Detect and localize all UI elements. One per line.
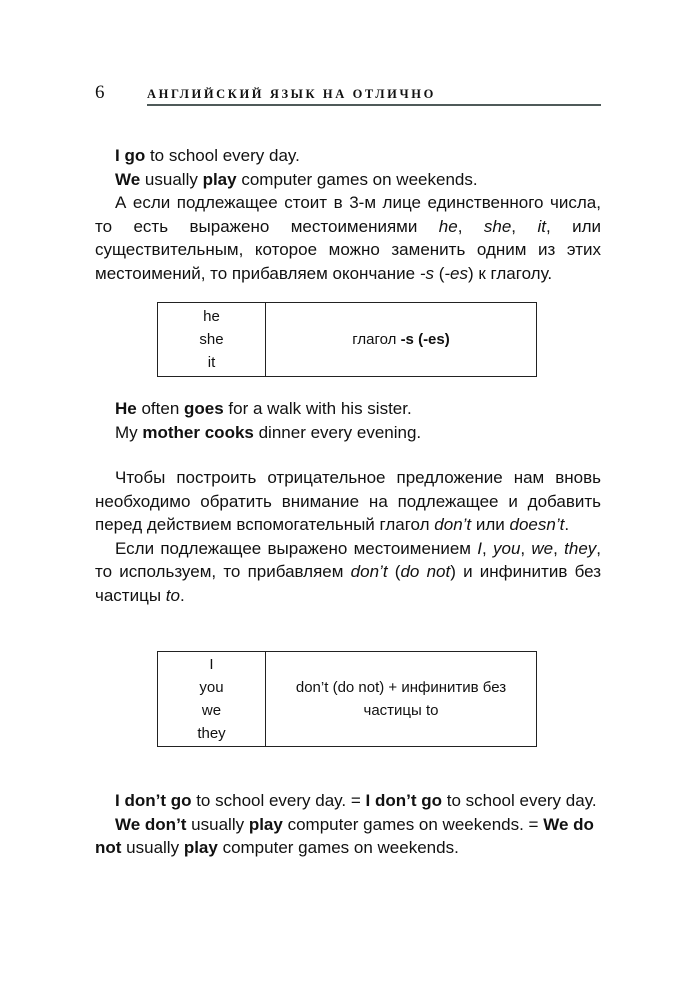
- pronoun-cell: [158, 303, 266, 377]
- third-person-rule-paragraph: А если подлежащее стоит в 3-м лице единственного числа, то есть выражено местоимениями he, she, it, или существительным, которое можно заменить одним из этих местоимений, то прибавляем окончание -s (-es) к глаголу.: [95, 193, 601, 283]
- page-number: 6: [95, 82, 105, 103]
- example-mother-cooks: My mother cooks dinner every evening.: [115, 422, 422, 442]
- affirmative-section: [95, 144, 601, 285]
- rule-line-1: don’t (do not) + инфинитив без: [295, 679, 507, 696]
- rule-cell: [266, 652, 537, 747]
- example-we-play: We usually play computer games on weekends.: [115, 169, 478, 189]
- rule-cell: глагол -s (-es): [266, 303, 537, 377]
- rule-line-2: частицы to: [363, 702, 439, 719]
- pronoun-i: I: [209, 656, 214, 673]
- running-title: АНГЛИЙСКИЙ ЯЗЫК НА ОТЛИЧНО: [147, 87, 436, 101]
- dont-table: [157, 651, 537, 747]
- pronoun-cell: [158, 652, 266, 747]
- header-rule: [147, 104, 601, 106]
- pronoun-it: it: [207, 354, 216, 371]
- example-i-go: I go to school every day.: [115, 146, 300, 165]
- pronoun-you: you: [199, 679, 224, 696]
- pronoun-she: she: [199, 331, 224, 348]
- pronoun-they: they: [197, 725, 226, 742]
- example-i-dont-go: I don’t go to school every day. = I don’t go to school every day.: [115, 791, 597, 810]
- third-person-table: [157, 302, 537, 377]
- third-person-examples: [95, 397, 601, 444]
- negative-section: [95, 466, 601, 607]
- negative-examples: [95, 789, 601, 860]
- pronoun-we: we: [201, 702, 222, 719]
- example-he-goes: He often goes for a walk with his sister.: [115, 399, 412, 418]
- example-we-dont-play: We don’t usually play computer games on weekends. = We do not usually play computer games on weekends.: [95, 814, 594, 857]
- pronoun-he: he: [203, 308, 220, 325]
- negative-intro-paragraph: Чтобы построить отрицательное предложение нам вновь необходимо обратить внимание на подлежащее и добавить перед действием вспомогательный глагол don’t или doesn’t.: [95, 468, 601, 534]
- dont-rule-paragraph: Если подлежащее выражено местоимением I, you, we, they, то используем, то прибавляем don’t (do not) и инфинитив без частицы to.: [95, 538, 602, 605]
